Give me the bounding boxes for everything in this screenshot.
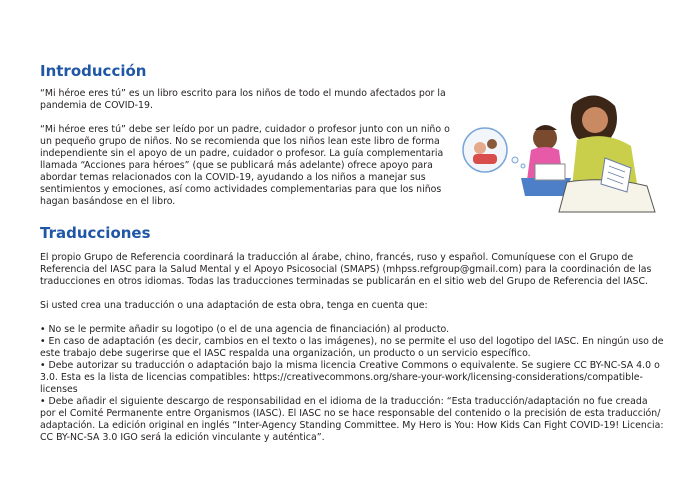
bullet-item: • Debe añadir el siguiente descargo de responsabilidad en el idioma de la traducción: “Esta traducción/adaptación no fue creada por el Comité Permanente entre Organismos (IASC). El IASC no se hace responsable del contenido o la precisión de esta traducción/ adaptación. La edición original en inglés “Inter-Agency Standing Committee. My Hero is You: How Kids Can Fight COVID-19! Licencia: CC BY-NC-SA 3.0 IGO será la edición vinculante y auténtica”. bbox=[40, 396, 665, 444]
bullet-item: • No se le permite añadir su logotipo (o el de una agencia de financiación) al producto. bbox=[40, 324, 665, 336]
intro-heading: Introducción bbox=[40, 62, 147, 80]
intro-paragraph-2: “Mi héroe eres tú” debe ser leído por un padre, cuidador o profesor junto con un niño o un pequeño grupo de niños. No se recomienda que los niños lean este libro de forma independiente sin el apoyo de un padre, cuidador o profesor. La guía complementaria llamada “Acciones para héroes” (que se publicará más adelante) ofrece apoyo para abordar temas relacionados con la COVID-19, ayudando a los niños a manejar sus sentimientos y emociones, así como actividades complementarias para que los niños hagan basándose en el libro. bbox=[40, 124, 450, 207]
translations-paragraph-1: El propio Grupo de Referencia coordinará la traducción al árabe, chino, francés, ruso y español. Comuníquese con el Grupo de Referencia del IASC para la Salud Mental y el Apoyo Psicosocial (SMAPS) (mhpss.refgroup@gmail.com) para la coordinación de las traducciones en otros idiomas. Todas las traducciones terminadas se publicarán en el sitio web del Grupo de Referencia del IASC. bbox=[40, 252, 652, 287]
translations-body bbox=[40, 252, 665, 444]
mother-and-child-reading-illustration bbox=[455, 78, 675, 218]
translations-bullet-list bbox=[40, 324, 665, 444]
bullet-item: • En caso de adaptación (es decir, cambios en el texto o las imágenes), no se permite el uso del logotipo del IASC. En ningún uso de este trabajo debe sugerirse que el IASC respalda una organización, un producto o un servicio específico. bbox=[40, 336, 665, 360]
translations-heading: Traducciones bbox=[40, 224, 151, 242]
translations-paragraph-2: Si usted crea una traducción o una adaptación de esta obra, tenga en cuenta que: bbox=[40, 300, 428, 311]
bullet-item: • Debe autorizar su traducción o adaptación bajo la misma licencia Creative Commons o equivalente. Se sugiere CC BY-NC-SA 4.0 o 3.0. Esta es la lista de licencias compatibles: https://creativecommons.org/share-your-work/licensing-considerations/compatible-licenses bbox=[40, 360, 665, 396]
intro-body bbox=[40, 88, 455, 220]
intro-paragraph-1: “Mi héroe eres tú” es un libro escrito para los niños de todo el mundo afectados por la pandemia de COVID-19. bbox=[40, 88, 446, 111]
